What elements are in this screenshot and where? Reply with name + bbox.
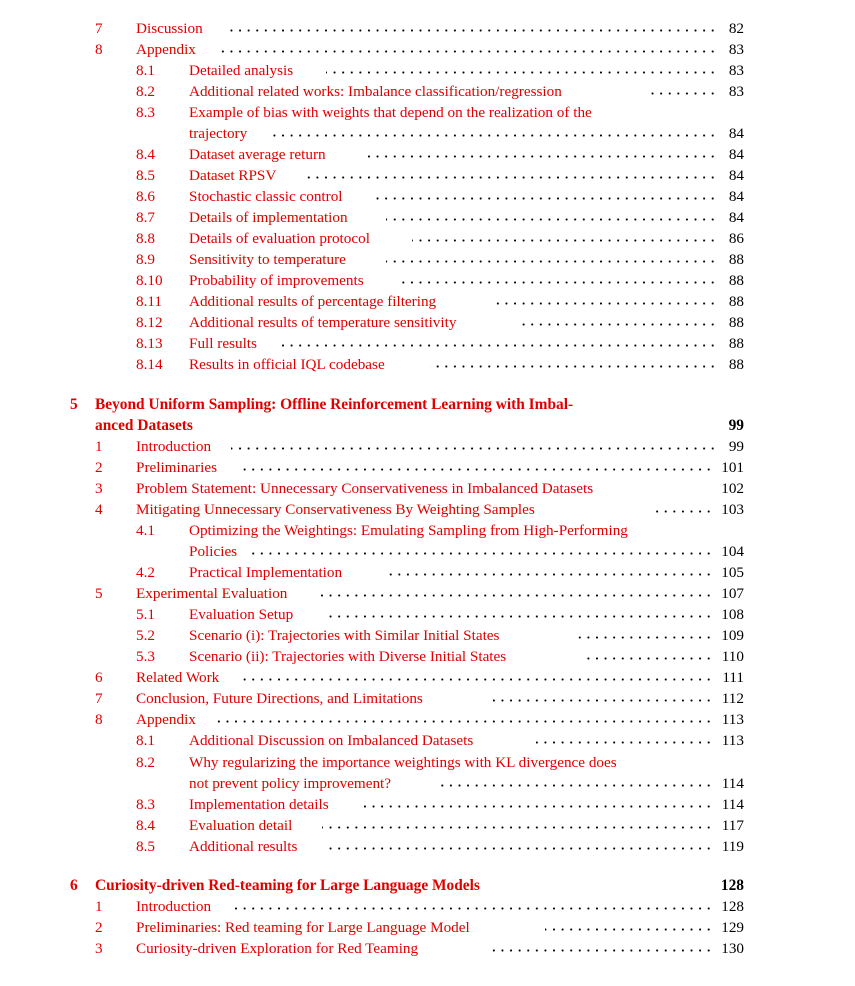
toc-entry-title: Preliminaries: Red teaming for Large Language Model [136,919,470,936]
toc-entry-number: 8.10 [136,272,163,289]
toc-entry-number: 4.2 [136,564,155,581]
toc-entry-number: 7 [95,690,103,707]
toc-entry-page: 104 [721,543,744,560]
toc-entry-page: 110 [721,648,744,665]
toc-entry-number: 8.6 [136,188,155,205]
toc-entry[interactable] [95,709,744,730]
toc-subentry[interactable] [136,836,744,857]
toc-entry-title: Full results [189,335,257,352]
toc-entry-title: Probability of improvements [189,272,364,289]
toc-entry-number: 2 [95,919,103,936]
leader-dots [576,625,716,646]
toc-entry-page: 114 [721,775,744,792]
toc-entry-title: Conclusion, Future Directions, and Limitations [136,690,423,707]
toc-entry-number: 5.2 [136,627,155,644]
toc-entry-page: 88 [728,314,744,331]
toc-entry-title: Details of implementation [189,209,348,226]
toc-entry-number: 8.4 [136,817,155,834]
toc-entry-title: Details of evaluation protocol [189,230,370,247]
leader-dots [237,457,716,478]
toc-entry-number: 5.3 [136,648,155,665]
chapter-title-cont: anced Datasets [95,417,193,434]
toc-entry-title: Introduction [136,438,212,455]
leader-dots [412,228,720,249]
toc-subentry[interactable] [136,625,744,646]
toc-entry-number: 8.4 [136,146,155,163]
toc-entry-title: Additional Discussion on Imbalanced Datasets [189,732,474,749]
leader-dots [487,938,716,959]
toc-entry-page: 82 [728,20,744,37]
leader-dots [326,60,720,81]
toc-subentry[interactable] [136,60,744,81]
toc-entry-page: 84 [728,146,744,163]
toc-entry-number: 6 [95,669,103,686]
toc-subentry[interactable] [136,81,744,102]
toc-entry-title: Experimental Evaluation [136,585,288,602]
toc-entry-number: 5.1 [136,606,155,623]
toc-entry-page: 83 [728,41,744,58]
leader-dots [536,730,716,751]
toc-entry-number: 8.5 [136,838,155,855]
toc-subentry[interactable] [136,165,744,186]
toc-entry-title-cont: not prevent policy improvement? [189,775,392,792]
leader-dots [655,499,716,520]
toc-subentry[interactable] [136,291,744,312]
toc-entry-title: Results in official IQL codebase [189,356,385,373]
toc-entry-title: Problem Statement: Unnecessary Conservativeness in Imbalanced Datasets [136,480,594,497]
toc-entry-page: 88 [728,335,744,352]
toc-entry[interactable] [95,39,744,60]
toc-entry-page: 83 [728,83,744,100]
toc-entry-page: 128 [721,898,744,915]
toc-entry-title: Sensitivity to temperature [189,251,346,268]
toc-entry-title: Scenario (i): Trajectories with Similar Initial States [189,627,500,644]
toc-entry-page: 86 [728,230,744,247]
toc-entry[interactable] [95,938,744,959]
toc-entry-title: Mitigating Unnecessary Conservativeness By Weighting Samples [136,501,535,518]
toc-entry-title: Dataset RPSV [189,167,277,184]
chapter-heading-cont[interactable] [70,415,744,436]
toc-subentry[interactable] [136,354,744,375]
toc-entry-title: Curiosity-driven Exploration for Red Teaming [136,940,419,957]
toc-entry-page: 103 [721,501,744,518]
toc-entry-number: 8.14 [136,356,163,373]
toc-entry-title: Additional results of temperature sensitivity [189,314,457,331]
chapter-number: 6 [70,877,78,894]
toc-entry-title: Additional results of percentage filtering [189,293,437,310]
leader-dots [402,270,720,291]
toc-entry-number: 8.2 [136,83,155,100]
toc-subentry[interactable] [136,144,744,165]
toc-subentry[interactable] [136,186,744,207]
toc-entry-page: 117 [721,817,744,834]
leader-dots [217,39,720,60]
toc-entry-page: 130 [721,940,744,957]
toc-entry-page: 102 [721,480,744,497]
toc-entry-number: 8 [95,711,103,728]
toc-entry[interactable] [95,436,744,457]
toc-entry-title: Scenario (ii): Trajectories with Diverse Initial States [189,648,507,665]
leader-dots [326,836,716,857]
toc-subentry[interactable] [136,815,744,836]
toc-entry-number: 4.1 [136,522,155,539]
toc-subentry-title-line[interactable] [136,520,628,541]
toc-entry-title-cont: Policies [189,543,238,560]
toc-entry[interactable] [95,18,744,39]
toc-entry-page: 109 [721,627,744,644]
toc-entry-page: 99 [728,438,744,455]
toc-entry-title: Example of bias with weights that depend on the realization of the [189,104,592,121]
toc-entry[interactable] [95,457,744,478]
toc-entry-page: 113 [721,711,744,728]
toc-entry-title: Related Work [136,669,220,686]
toc-entry-title: Additional related works: Imbalance classification/regression [189,83,562,100]
toc-entry-page: 112 [721,690,744,707]
leader-dots [321,583,716,604]
toc-entry-page: 113 [721,732,744,749]
toc-entry-title: Discussion [136,20,203,37]
toc-entry-title: Appendix [136,711,196,728]
toc-subentry[interactable] [136,773,744,794]
toc-entry-page: 88 [728,356,744,373]
toc-entry-page: 84 [728,125,744,142]
toc-entry-title: Implementation details [189,796,329,813]
toc-entry[interactable] [95,917,744,938]
toc-entry[interactable] [95,688,744,709]
leader-dots [268,123,720,144]
toc-entry-number: 4 [95,501,103,518]
toc-subentry[interactable] [136,562,744,583]
toc-entry-title: Why regularizing the importance weightings with KL divergence does [189,754,617,771]
leader-dots [386,249,720,270]
toc-entry[interactable] [95,478,744,499]
toc-subentry[interactable] [136,604,744,625]
toc-subentry[interactable] [136,312,744,333]
toc-entry[interactable] [95,667,744,688]
leader-dots [386,207,720,228]
toc-entry-number: 8.7 [136,209,155,226]
toc-entry-page: 84 [728,209,744,226]
toc-entry-page: 83 [728,62,744,79]
leader-dots [225,18,720,39]
toc-entry-number: 3 [95,480,103,497]
leader-dots [362,794,716,815]
toc-entry-page: 105 [721,564,744,581]
chapter-title: Beyond Uniform Sampling: Offline Reinforcement Learning with Imbal- [95,396,574,413]
toc-entry-title: Detailed analysis [189,62,294,79]
toc-entry-number: 1 [95,438,103,455]
leader-dots [231,436,720,457]
toc-entry-title: Evaluation detail [189,817,293,834]
leader-dots [322,815,716,836]
leader-dots [430,354,720,375]
toc-entry-number: 8.5 [136,167,155,184]
chapter-page: 128 [720,877,744,894]
toc-subentry[interactable] [136,249,744,270]
toc-entry-page: 88 [728,251,744,268]
toc-entry-number: 2 [95,459,103,476]
toc-entry-number: 5 [95,585,103,602]
toc-entry-page: 84 [728,188,744,205]
toc-entry-title: Stochastic classic control [189,188,343,205]
chapter-title: Curiosity-driven Red-teaming for Large Language Models [95,877,480,894]
toc-entry-number: 8.8 [136,230,155,247]
toc-entry-number: 1 [95,898,103,915]
chapter-number: 5 [70,396,78,413]
toc-entry-page: 84 [728,167,744,184]
leader-dots [492,291,720,312]
toc-entry-page: 88 [728,293,744,310]
toc-subentry[interactable] [136,646,744,667]
toc-entry-number: 7 [95,20,103,37]
toc-subentry[interactable] [136,270,744,291]
leader-dots [241,667,716,688]
toc-entry-number: 8.1 [136,732,155,749]
toc-entry[interactable] [95,896,744,917]
toc-entry-number: 3 [95,940,103,957]
toc-subentry[interactable] [136,794,744,815]
toc-entry-page: 108 [721,606,744,623]
leader-dots [545,917,716,938]
toc-entry-title-cont: trajectory [189,125,248,142]
leader-dots [324,604,716,625]
toc-entry-title: Preliminaries [136,459,217,476]
toc-entry-title: Evaluation Setup [189,606,294,623]
toc-subentry-title-line[interactable] [136,102,592,123]
toc-subentry[interactable] [136,541,744,562]
leader-dots [586,646,716,667]
chapter-heading[interactable] [70,394,744,415]
toc-entry-page: 129 [721,919,744,936]
toc-entry-number: 8.11 [136,293,163,310]
chapter-page: 99 [728,417,744,434]
leader-dots [231,896,716,917]
toc-entry-number: 8.2 [136,754,155,771]
toc-entry-number: 8.1 [136,62,155,79]
leader-dots [362,144,720,165]
chapter-heading[interactable] [70,875,744,896]
leader-dots [304,165,720,186]
toc-entry[interactable] [95,583,744,604]
toc-entry-page: 101 [721,459,744,476]
toc-entry-title: Dataset average return [189,146,326,163]
leader-dots [215,709,716,730]
toc-entry-page: 111 [722,669,744,686]
toc-entry-number: 8.3 [136,796,155,813]
leader-dots [278,333,720,354]
toc-entry-title: Appendix [136,41,196,58]
toc-subentry[interactable] [136,228,744,249]
toc-entry[interactable] [95,499,744,520]
toc-entry-title: Practical Implementation [189,564,343,581]
toc-entry-title: Introduction [136,898,212,915]
toc-entry-page: 107 [721,585,744,602]
toc-entry-page: 88 [728,272,744,289]
leader-dots [386,562,716,583]
toc-entry-title: Optimizing the Weightings: Emulating Sampling from High-Performing [189,522,628,539]
leader-dots [520,312,720,333]
toc-subentry[interactable] [136,123,744,144]
toc-entry-title: Additional results [189,838,298,855]
leader-dots [250,541,716,562]
toc-subentry-title-line[interactable] [136,752,617,773]
toc-entry-number: 8 [95,41,103,58]
toc-subentry[interactable] [136,730,744,751]
leader-dots [646,81,720,102]
leader-dots [440,773,716,794]
leader-dots [493,688,716,709]
toc-subentry[interactable] [136,333,744,354]
toc-entry-number: 8.3 [136,104,155,121]
toc-entry-page: 119 [721,838,744,855]
toc-entry-page: 114 [721,796,744,813]
leader-dots [376,186,720,207]
toc-entry-number: 8.12 [136,314,163,331]
toc-subentry[interactable] [136,207,744,228]
toc-entry-number: 8.13 [136,335,163,352]
toc-entry-number: 8.9 [136,251,155,268]
